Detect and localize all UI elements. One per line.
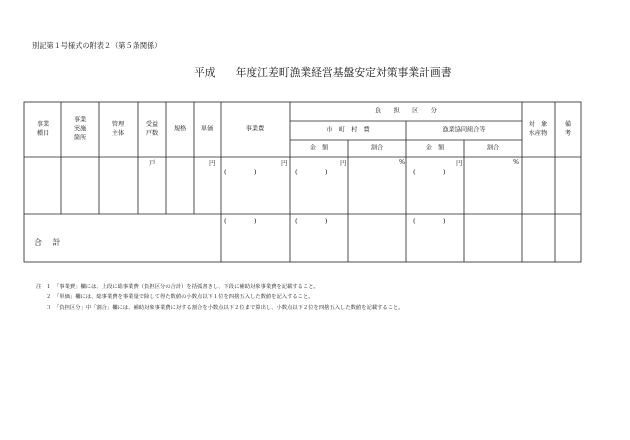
paren-town-total: ( ): [295, 217, 328, 225]
header-town-cost: 市 町 村 費: [326, 126, 370, 134]
header-remarks: 備 考: [564, 121, 572, 137]
paren-coop-total: ( ): [413, 217, 446, 225]
paren-cost-total: ( ): [224, 217, 257, 225]
note-2-num: ２: [46, 294, 52, 301]
header-coop-cost: 漁業協同組合等: [442, 126, 486, 134]
header-town-amount: 金 額: [309, 144, 329, 152]
unit-coop-percent: %: [513, 158, 520, 166]
table-border: [24, 102, 581, 262]
header-project-cost: 事業費: [245, 125, 265, 133]
total-label: 合 計: [34, 238, 65, 247]
header-unit-price: 単価: [200, 125, 214, 133]
notes-lead: 注: [36, 284, 42, 290]
note-2: [36, 292, 404, 302]
header-coop-amount: 金 額: [425, 144, 445, 152]
form-caption: 別記第１号様式の附表２（第５条関係）: [32, 41, 162, 50]
unit-cost-yen: 円: [281, 159, 288, 167]
note-1: [36, 282, 404, 292]
unit-town-yen: 円: [340, 159, 347, 167]
note-3-num: ３: [46, 304, 52, 311]
header-coop-ratio: 割合: [486, 144, 500, 152]
notes: [36, 282, 404, 313]
header-project-type: 事業 種目: [36, 121, 50, 137]
header-implementer: 管理 主体: [111, 121, 125, 137]
note-2-text: 「単価」欄には、総事業費を事業量で除して得た数値の小数点以下１位を四捨五入した数値を記入すること。: [54, 294, 314, 301]
note-3: [36, 303, 404, 313]
header-beneficiaries: 受益 戸数: [145, 121, 159, 137]
note-1-text: 「事業費」欄には、上段に総事業費（負担区分の合計）を括弧書きし、下段に補助対象事業費を記載すること。: [54, 284, 319, 290]
paren-cost-row1: ( ): [224, 168, 257, 176]
paren-town-row1: ( ): [295, 168, 328, 176]
header-burden-split: 負 担 区 分: [375, 107, 437, 115]
header-town-ratio: 割合: [370, 144, 384, 152]
header-target-species: 対 象 水産物: [528, 121, 548, 137]
header-location: 事業 実施 箇所: [73, 116, 87, 142]
unit-households: 戸: [149, 159, 156, 167]
note-3-text: 「負担区分」中「割合」欄には、補助対象事業費に対する割合を小数点以下２位まで算出し、小数点以下２位を四捨五入した数値を記載すること。: [54, 304, 404, 311]
paren-coop-row1: ( ): [413, 168, 446, 176]
note-1-num: １: [46, 284, 52, 290]
title-main: 年度江差町漁業経営基盤安定対策事業計画書: [235, 66, 452, 79]
unit-price-yen: 円: [209, 159, 216, 167]
unit-coop-yen: 円: [456, 159, 463, 167]
unit-town-percent: %: [399, 158, 406, 166]
header-spec: 規格: [173, 125, 187, 133]
title-era: 平成: [194, 66, 216, 79]
